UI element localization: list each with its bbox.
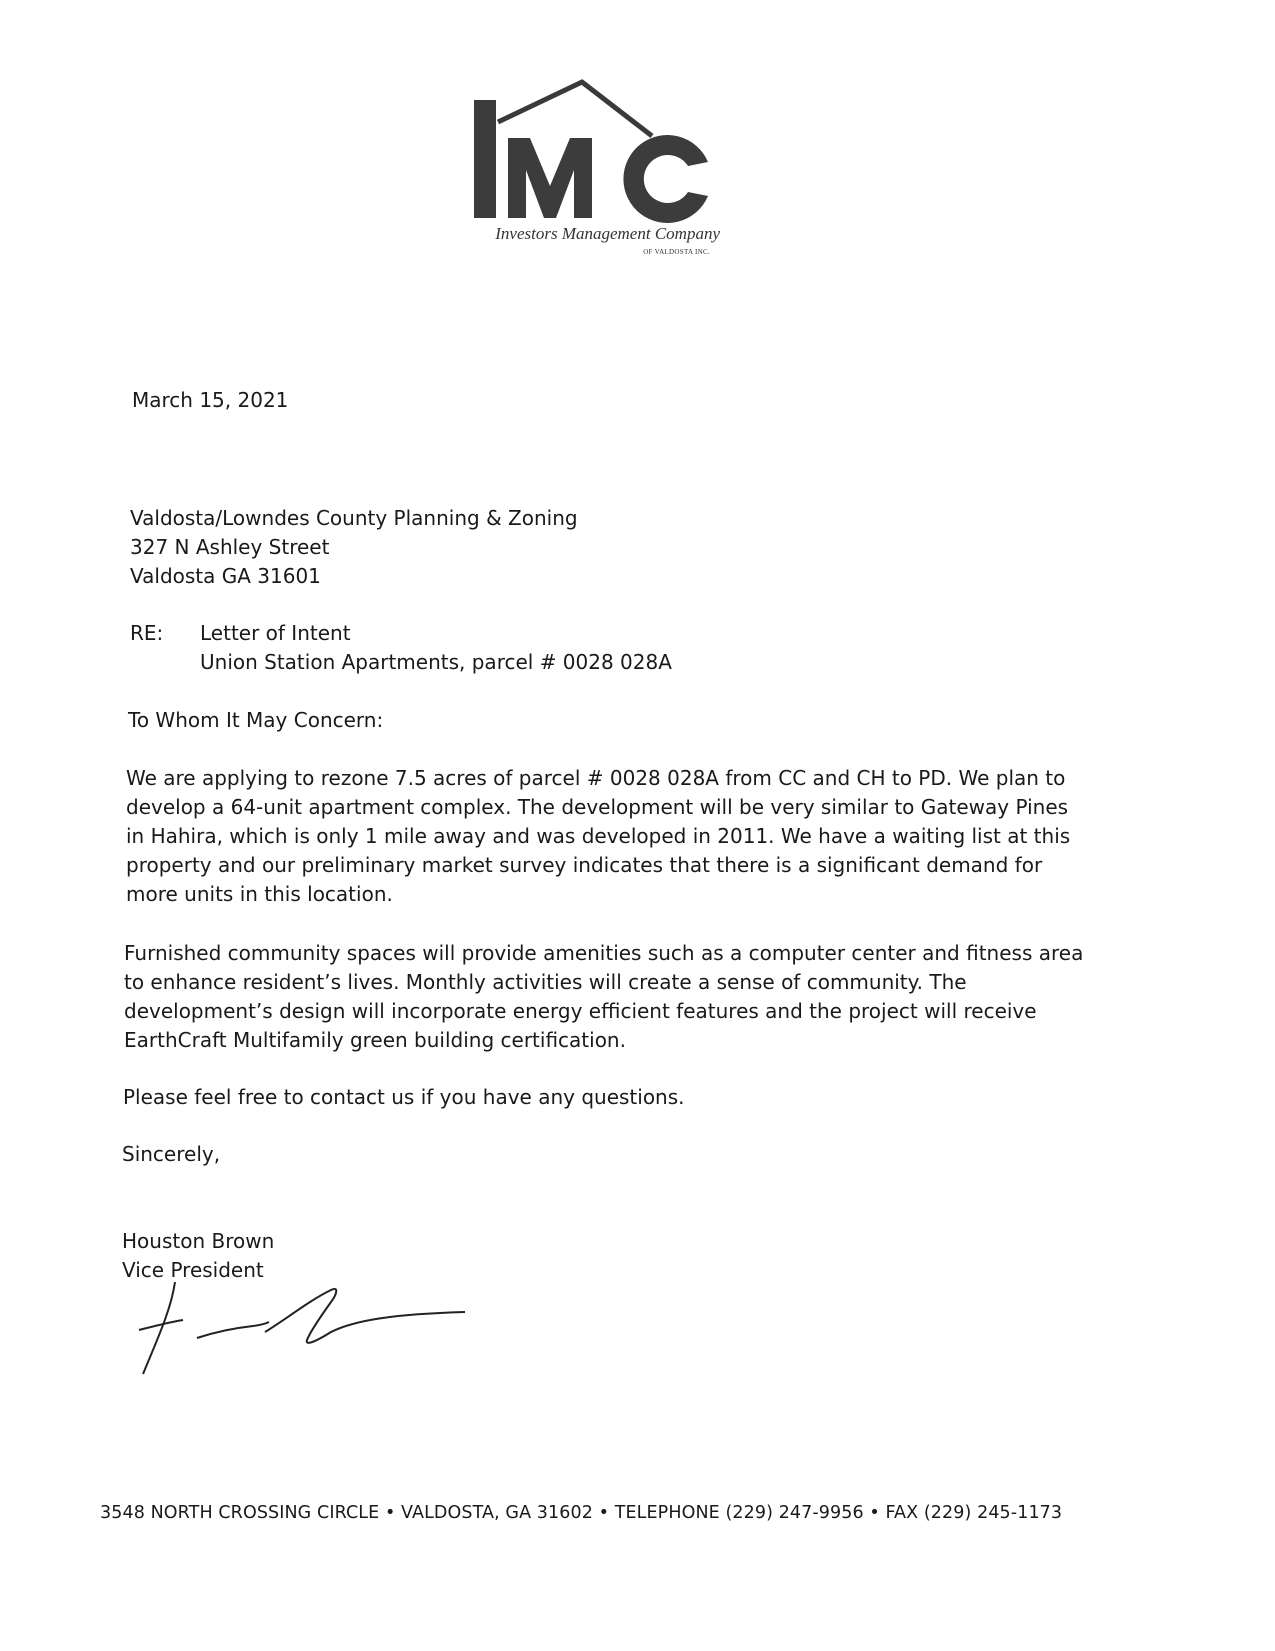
- company-suffix: OF VALDOSTA INC.: [643, 248, 710, 256]
- paragraph-contact: [123, 1083, 685, 1112]
- re-line: Letter of Intent: [200, 621, 351, 645]
- paragraph-rezoning: [126, 764, 1070, 909]
- signer-name: Houston Brown: [122, 1229, 275, 1253]
- handwritten-signature: [135, 1270, 475, 1380]
- re-line: Union Station Apartments, parcel # 0028 028A: [200, 650, 672, 674]
- letter-date: March 15, 2021: [132, 388, 289, 412]
- recipient-line: Valdosta/Lowndes County Planning & Zoning: [130, 506, 578, 530]
- re-subject: [200, 619, 672, 677]
- re-label: RE:: [130, 621, 164, 645]
- paragraph-line: to enhance resident’s lives. Monthly activities will create a sense of community. The: [124, 970, 967, 994]
- letterhead-footer: 3548 NORTH CROSSING CIRCLE • VALDOSTA, GA 31602 • TELEPHONE (229) 247-9956 • FAX (229) 245-1173: [100, 1503, 1063, 1523]
- paragraph-line: property and our preliminary market survey indicates that there is a significant demand for: [126, 853, 1043, 877]
- recipient-line: 327 N Ashley Street: [130, 535, 330, 559]
- paragraph-line: development’s design will incorporate energy efficient features and the project will receive: [124, 999, 1037, 1023]
- recipient-line: Valdosta GA 31601: [130, 564, 321, 588]
- imc-logo-mark: [470, 78, 720, 223]
- paragraph-amenities: [124, 939, 1083, 1055]
- company-logo: [470, 78, 720, 268]
- paragraph-line: We are applying to rezone 7.5 acres of parcel # 0028 028A from CC and CH to PD. We plan to: [126, 766, 1066, 790]
- paragraph-line: Furnished community spaces will provide amenities such as a computer center and fitness area: [124, 941, 1084, 965]
- salutation: To Whom It May Concern:: [128, 708, 384, 732]
- signer-title: Vice President: [122, 1258, 264, 1282]
- paragraph-line: more units in this location.: [126, 882, 393, 906]
- paragraph-line: Please feel free to contact us if you have any questions.: [123, 1085, 685, 1109]
- closing: Sincerely,: [122, 1142, 221, 1166]
- paragraph-line: EarthCraft Multifamily green building certification.: [124, 1028, 626, 1052]
- recipient-address: [130, 504, 578, 591]
- company-name: Investors Management Company: [495, 224, 720, 243]
- paragraph-line: develop a 64-unit apartment complex. The development will be very similar to Gateway Pines: [126, 795, 1069, 819]
- paragraph-line: in Hahira, which is only 1 mile away and was developed in 2011. We have a waiting list at this: [126, 824, 1071, 848]
